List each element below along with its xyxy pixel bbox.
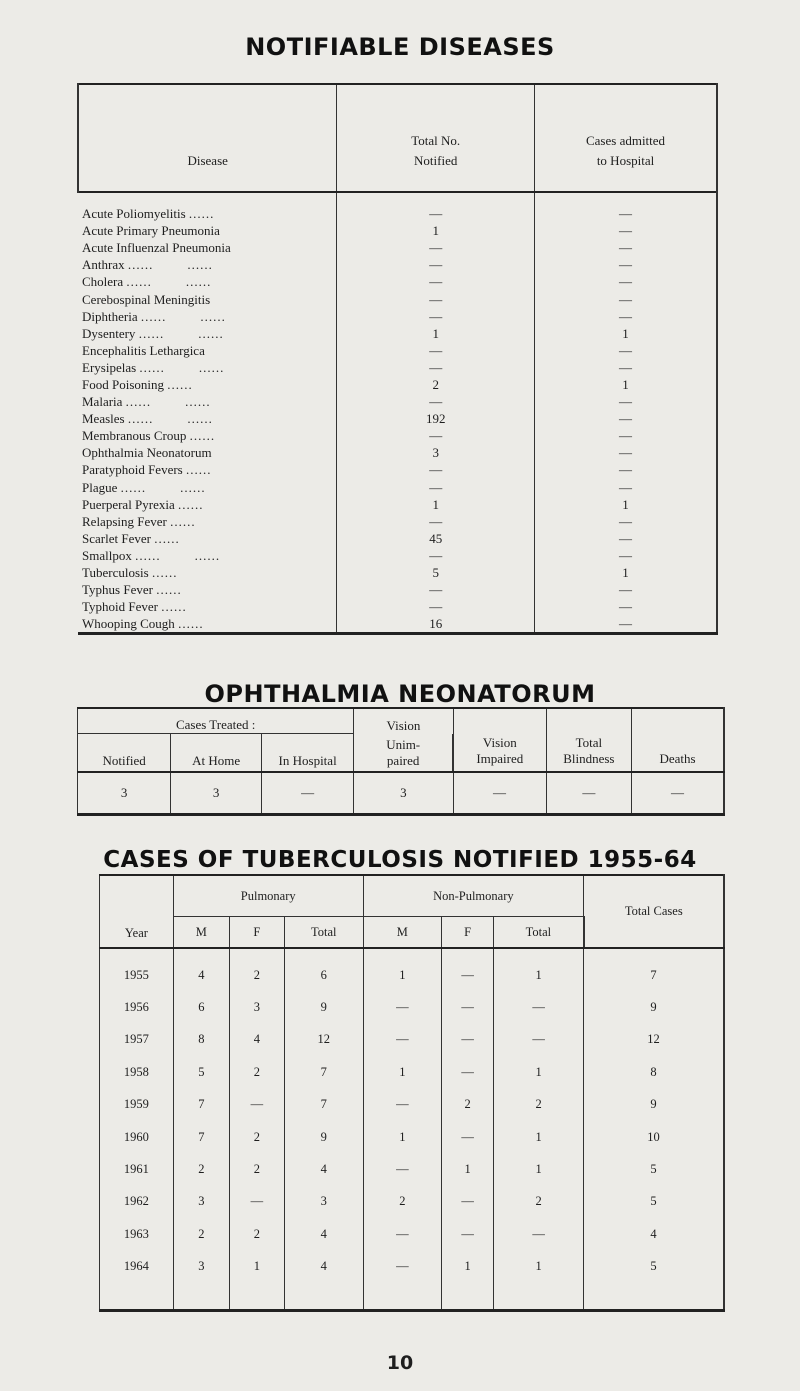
non-pulmonary-f-cell: 2 [442, 1089, 494, 1121]
leader-dots: ...... ...... [125, 394, 211, 410]
disease-name: Encephalitis Lethargica [82, 342, 205, 358]
hospital-header-line2: to Hospital [596, 153, 655, 168]
disease-row [78, 308, 717, 325]
disease-name-cell [78, 461, 337, 478]
tb-year-row [100, 1121, 725, 1153]
notified-count: — [337, 308, 535, 325]
non-pulmonary-m-cell: — [363, 991, 441, 1023]
notified-count: 2 [337, 376, 535, 393]
disease-name-cell [78, 530, 337, 547]
disease-name-cell [78, 410, 337, 427]
disease-row [78, 564, 717, 581]
disease-row [78, 376, 717, 393]
disease-name-cell [78, 547, 337, 564]
hospital-header [535, 84, 717, 192]
pulmonary-m-cell: 5 [173, 1056, 229, 1088]
pulmonary-f-cell: 2 [229, 1153, 284, 1185]
disease-row [78, 256, 717, 273]
leader-dots: ...... ...... [138, 325, 224, 341]
disease-name-cell [78, 496, 337, 513]
hospital-count: — [535, 342, 717, 359]
total-cases-cell: 5 [584, 1153, 724, 1185]
disease-name: Scarlet Fever [82, 530, 151, 546]
total-cases-cell: 5 [584, 1186, 724, 1218]
hospital-count: — [535, 547, 717, 564]
notified-count: — [337, 393, 535, 410]
tb-year-row [100, 1024, 725, 1056]
year-cell: 1963 [100, 1218, 174, 1250]
notifiable-diseases-title: NOTIFIABLE DISEASES [245, 33, 555, 61]
leader-dots: ...... [154, 530, 180, 546]
notified-header-line1: Total No. [411, 133, 461, 148]
disease-name-cell [78, 564, 337, 581]
ophthalmia-deaths-value: — [632, 772, 724, 815]
year-cell: 1962 [100, 1186, 174, 1218]
pulmonary-total-cell: 3 [284, 1186, 363, 1218]
ophthalmia-unimpaired-value: 3 [354, 772, 453, 815]
non-pulmonary-total-cell: — [494, 1024, 584, 1056]
hospital-count: 1 [535, 325, 717, 342]
pulmonary-f-cell: 2 [229, 1121, 284, 1153]
ophthalmia-in-hospital-value: — [261, 772, 353, 815]
disease-name: Malaria [82, 394, 123, 410]
disease-row [78, 359, 717, 376]
leader-dots: ...... ...... [127, 411, 213, 427]
hospital-count: — [535, 598, 717, 615]
pulmonary-total-cell: 12 [284, 1024, 363, 1056]
notified-count: — [337, 598, 535, 615]
pulmonary-f-header: F [229, 917, 284, 949]
non-pulmonary-total-cell: 2 [494, 1089, 584, 1121]
disease-row [78, 410, 717, 427]
total-cases-cell: 5 [584, 1251, 724, 1311]
hospital-count: 1 [535, 376, 717, 393]
pulmonary-m-cell: 3 [173, 1186, 229, 1218]
disease-header [78, 84, 337, 192]
disease-name-cell [78, 479, 337, 496]
disease-row [78, 530, 717, 547]
hospital-count: — [535, 513, 717, 530]
disease-name-cell [78, 598, 337, 615]
cases-treated-header: Cases Treated : [78, 708, 354, 734]
notified-count: — [337, 581, 535, 598]
pulmonary-m-cell: 7 [173, 1089, 229, 1121]
non-pulmonary-m-cell: — [363, 1218, 441, 1250]
non-pulmonary-m-cell: — [363, 1153, 441, 1185]
leader-dots: ...... [188, 206, 215, 222]
disease-name: Ophthalmia Neonatorum [82, 445, 212, 461]
non-pulmonary-total-cell: 2 [494, 1186, 584, 1218]
non-pulmonary-total-cell: 1 [494, 1121, 584, 1153]
ophthalmia-title: OPHTHALMIA NEONATORUM [204, 680, 596, 708]
disease-name: Cerebospinal Meningitis [82, 291, 211, 307]
leader-dots: ...... ...... [126, 274, 212, 290]
total-cases-cell: 4 [584, 1218, 724, 1250]
disease-name: Acute Poliomyelitis [82, 206, 186, 222]
non-pulmonary-f-cell: — [442, 991, 494, 1023]
disease-name-cell [78, 427, 337, 444]
ophthalmia-blindness-value: — [546, 772, 631, 815]
disease-name-cell [78, 325, 337, 342]
total-cases-cell: 9 [584, 991, 724, 1023]
non-pulmonary-m-cell: — [363, 1089, 441, 1121]
ophthalmia-impaired-value: — [453, 772, 546, 815]
hospital-count: — [535, 290, 717, 307]
year-cell: 1964 [100, 1251, 174, 1311]
pulmonary-f-cell: 2 [229, 1056, 284, 1088]
leader-dots: ...... ...... [127, 257, 213, 273]
disease-name: Cholera [82, 274, 124, 290]
non-pulmonary-f-header: F [442, 917, 494, 949]
disease-name: Typhoid Fever [82, 599, 158, 615]
non-pulmonary-m-header: M [363, 917, 441, 949]
notified-count: 1 [337, 496, 535, 513]
total-cases-cell: 7 [584, 948, 724, 991]
disease-row [78, 547, 717, 564]
total-cases-cell: 10 [584, 1121, 724, 1153]
pulmonary-f-cell: 3 [229, 991, 284, 1023]
notified-count: — [337, 359, 535, 376]
notified-count: 1 [337, 325, 535, 342]
total-cases-header: Total Cases [584, 875, 724, 948]
leader-dots: ...... [178, 616, 204, 632]
disease-name: Whooping Cough [82, 616, 175, 632]
tb-year-row [100, 948, 725, 991]
disease-name-cell [78, 615, 337, 634]
unimpaired-line2: paired [386, 753, 420, 768]
non-pulmonary-m-cell: 1 [363, 1121, 441, 1153]
hospital-header-line1: Cases admitted [585, 133, 666, 148]
hospital-count: — [535, 256, 717, 273]
pulmonary-total-cell: 4 [284, 1153, 363, 1185]
hospital-count: — [535, 273, 717, 290]
year-header: Year [100, 875, 174, 948]
disease-row [78, 325, 717, 342]
hospital-count: — [535, 239, 717, 256]
tb-year-row [100, 1251, 725, 1311]
leader-dots: ...... ...... [139, 359, 225, 375]
tb-header-row1 [100, 875, 725, 917]
leader-dots: ...... ...... [135, 547, 221, 563]
disease-row [78, 239, 717, 256]
notified-subheader: Notified [78, 734, 171, 772]
hospital-count: — [535, 581, 717, 598]
pulmonary-total-header: Total [284, 917, 363, 949]
notifiable-header-row [78, 84, 717, 192]
hospital-count: — [535, 410, 717, 427]
non-pulmonary-total-cell: 1 [494, 1056, 584, 1088]
notified-count: — [337, 192, 535, 222]
vision-impaired-line2: Impaired [476, 751, 524, 766]
non-pulmonary-total-cell: — [494, 991, 584, 1023]
leader-dots: ...... ...... [120, 479, 206, 495]
non-pulmonary-f-cell: — [442, 1218, 494, 1250]
notified-count: — [337, 547, 535, 564]
disease-row [78, 342, 717, 359]
hospital-count: — [535, 615, 717, 634]
notified-count: — [337, 239, 535, 256]
disease-name-cell [78, 376, 337, 393]
unimpaired-line1: Unim- [386, 737, 421, 752]
hospital-count: 1 [535, 564, 717, 581]
notified-count: 192 [337, 410, 535, 427]
non-pulmonary-m-cell: 1 [363, 948, 441, 991]
year-cell: 1959 [100, 1089, 174, 1121]
pulmonary-total-cell: 9 [284, 1121, 363, 1153]
notified-count: — [337, 290, 535, 307]
notified-count: 1 [337, 222, 535, 239]
deaths-header: Deaths [632, 708, 724, 772]
disease-name-cell [78, 359, 337, 376]
pulmonary-f-cell: 2 [229, 948, 284, 991]
ophthalmia-notified-value: 3 [78, 772, 171, 815]
vision-impaired-line1: Vision [482, 735, 517, 750]
disease-row [78, 222, 717, 239]
non-pulmonary-total-cell: 1 [494, 1153, 584, 1185]
hospital-count: — [535, 222, 717, 239]
hospital-count: — [535, 192, 717, 222]
disease-name: Relapsing Fever [82, 513, 167, 529]
leader-dots: ...... [167, 376, 193, 392]
disease-name-cell [78, 308, 337, 325]
disease-row [78, 461, 717, 478]
notified-count: 3 [337, 444, 535, 461]
disease-name: Paratyphoid Fevers [82, 462, 183, 478]
hospital-count: — [535, 427, 717, 444]
non-pulmonary-f-cell: — [442, 1186, 494, 1218]
pulmonary-m-cell: 7 [173, 1121, 229, 1153]
disease-row [78, 393, 717, 410]
disease-name-cell [78, 192, 337, 222]
vision-impaired-header [453, 708, 546, 772]
disease-name: Measles [82, 411, 125, 427]
total-blindness-header [546, 708, 631, 772]
ophthalmia-at-home-value: 3 [171, 772, 262, 815]
disease-name-cell [78, 273, 337, 290]
hospital-count: 1 [535, 496, 717, 513]
notified-count: 16 [337, 615, 535, 634]
non-pulmonary-m-cell: 2 [363, 1186, 441, 1218]
disease-name: Smallpox [82, 547, 132, 563]
disease-name-cell [78, 513, 337, 530]
pulmonary-f-cell: — [229, 1089, 284, 1121]
hospital-count: — [535, 444, 717, 461]
disease-name: Erysipelas [82, 359, 137, 375]
leader-dots: ...... [156, 582, 182, 598]
disease-name-cell [78, 393, 337, 410]
total-cases-cell: 8 [584, 1056, 724, 1088]
disease-row [78, 427, 717, 444]
disease-name: Plague [82, 479, 118, 495]
at-home-subheader: At Home [171, 734, 262, 772]
hospital-count: — [535, 308, 717, 325]
pulmonary-total-cell: 7 [284, 1056, 363, 1088]
ophthalmia-table [77, 707, 725, 816]
disease-row [78, 496, 717, 513]
disease-name-cell [78, 256, 337, 273]
pulmonary-m-cell: 6 [173, 991, 229, 1023]
disease-row [78, 273, 717, 290]
disease-row [78, 581, 717, 598]
disease-name-cell [78, 444, 337, 461]
pulmonary-f-cell: 1 [229, 1251, 284, 1311]
pulmonary-total-cell: 6 [284, 948, 363, 991]
disease-name: Food Poisoning [82, 376, 164, 392]
disease-name: Puerperal Pyrexia [82, 496, 175, 512]
year-cell: 1961 [100, 1153, 174, 1185]
disease-header-label: Disease [187, 153, 228, 168]
total-blindness-line1: Total [575, 735, 603, 750]
tb-year-row [100, 1218, 725, 1250]
disease-name: Dysentery [82, 325, 136, 341]
notified-count: — [337, 427, 535, 444]
page-number: 10 [386, 1352, 414, 1374]
non-pulmonary-m-cell: 1 [363, 1056, 441, 1088]
pulmonary-f-cell: 2 [229, 1218, 284, 1250]
leader-dots: ...... [178, 496, 204, 512]
disease-name: Anthrax [82, 257, 125, 273]
leader-dots: ...... [151, 565, 178, 581]
leader-dots: ...... [170, 513, 196, 529]
notified-count: — [337, 479, 535, 496]
pulmonary-total-cell: 4 [284, 1251, 363, 1311]
unimpaired-subheader [354, 734, 453, 772]
notified-header [337, 84, 535, 192]
disease-row [78, 598, 717, 615]
pulmonary-total-cell: 7 [284, 1089, 363, 1121]
notified-count: — [337, 273, 535, 290]
tb-year-row [100, 991, 725, 1023]
pulmonary-m-cell: 8 [173, 1024, 229, 1056]
year-cell: 1956 [100, 991, 174, 1023]
hospital-count: — [535, 359, 717, 376]
tb-year-row [100, 1089, 725, 1121]
non-pulmonary-total-cell: 1 [494, 1251, 584, 1311]
non-pulmonary-f-cell: — [442, 1056, 494, 1088]
non-pulmonary-f-cell: 1 [442, 1251, 494, 1311]
disease-row [78, 513, 717, 530]
total-cases-cell: 9 [584, 1089, 724, 1121]
pulmonary-f-cell: 4 [229, 1024, 284, 1056]
notified-count: 5 [337, 564, 535, 581]
disease-name: Membranous Croup [82, 428, 187, 444]
year-cell: 1958 [100, 1056, 174, 1088]
disease-name: Typhus Fever [82, 582, 153, 598]
disease-name-cell [78, 222, 337, 239]
disease-name-cell [78, 239, 337, 256]
ophthalmia-data-row [78, 772, 725, 815]
non-pulmonary-f-cell: — [442, 948, 494, 991]
hospital-count: — [535, 393, 717, 410]
disease-row [78, 444, 717, 461]
non-pulmonary-total-header: Total [494, 917, 584, 949]
tb-year-row [100, 1153, 725, 1185]
non-pulmonary-f-cell: 1 [442, 1153, 494, 1185]
year-cell: 1955 [100, 948, 174, 991]
disease-name-cell [78, 581, 337, 598]
ophthalmia-header-row1 [78, 708, 725, 734]
tb-year-row [100, 1186, 725, 1218]
pulmonary-m-cell: 2 [173, 1153, 229, 1185]
hospital-count: — [535, 479, 717, 496]
pulmonary-header: Pulmonary [173, 875, 363, 917]
notified-header-line2: Notified [414, 153, 458, 168]
pulmonary-m-cell: 2 [173, 1218, 229, 1250]
non-pulmonary-m-cell: — [363, 1251, 441, 1311]
non-pulmonary-m-cell: — [363, 1024, 441, 1056]
non-pulmonary-total-cell: — [494, 1218, 584, 1250]
disease-row [78, 615, 717, 634]
disease-row [78, 192, 717, 222]
disease-row [78, 290, 717, 307]
hospital-count: — [535, 461, 717, 478]
total-cases-cell: 12 [584, 1024, 724, 1056]
tb-year-row [100, 1056, 725, 1088]
disease-name: Diphtheria [82, 308, 138, 324]
year-cell: 1957 [100, 1024, 174, 1056]
hospital-count: — [535, 530, 717, 547]
pulmonary-total-cell: 9 [284, 991, 363, 1023]
year-cell: 1960 [100, 1121, 174, 1153]
tuberculosis-table [99, 874, 725, 1312]
non-pulmonary-f-cell: — [442, 1121, 494, 1153]
disease-name: Acute Primary Pneumonia [82, 223, 220, 239]
pulmonary-f-cell: — [229, 1186, 284, 1218]
non-pulmonary-header: Non-Pulmonary [363, 875, 584, 917]
non-pulmonary-total-cell: 1 [494, 948, 584, 991]
leader-dots: ...... [161, 599, 187, 615]
in-hospital-subheader: In Hospital [261, 734, 353, 772]
notified-count: — [337, 342, 535, 359]
notified-count: — [337, 461, 535, 478]
disease-name-cell [78, 342, 337, 359]
notified-count: 45 [337, 530, 535, 547]
leader-dots: ...... [189, 428, 216, 444]
disease-name-cell [78, 290, 337, 307]
leader-dots: ...... [185, 462, 212, 478]
total-blindness-line2: Blindness [563, 751, 615, 766]
disease-row [78, 479, 717, 496]
notified-count: — [337, 513, 535, 530]
notified-count: — [337, 256, 535, 273]
pulmonary-total-cell: 4 [284, 1218, 363, 1250]
disease-name: Tuberculosis [82, 565, 149, 581]
tuberculosis-title: CASES OF TUBERCULOSIS NOTIFIED 1955-64 [103, 847, 697, 873]
notifiable-diseases-table [77, 83, 718, 635]
pulmonary-m-cell: 4 [173, 948, 229, 991]
pulmonary-m-cell: 3 [173, 1251, 229, 1311]
non-pulmonary-f-cell: — [442, 1024, 494, 1056]
disease-name: Acute Influenzal Pneumonia [82, 240, 231, 256]
vision-header: Vision [354, 708, 453, 734]
pulmonary-m-header: M [173, 917, 229, 949]
leader-dots: ...... ...... [140, 308, 226, 324]
